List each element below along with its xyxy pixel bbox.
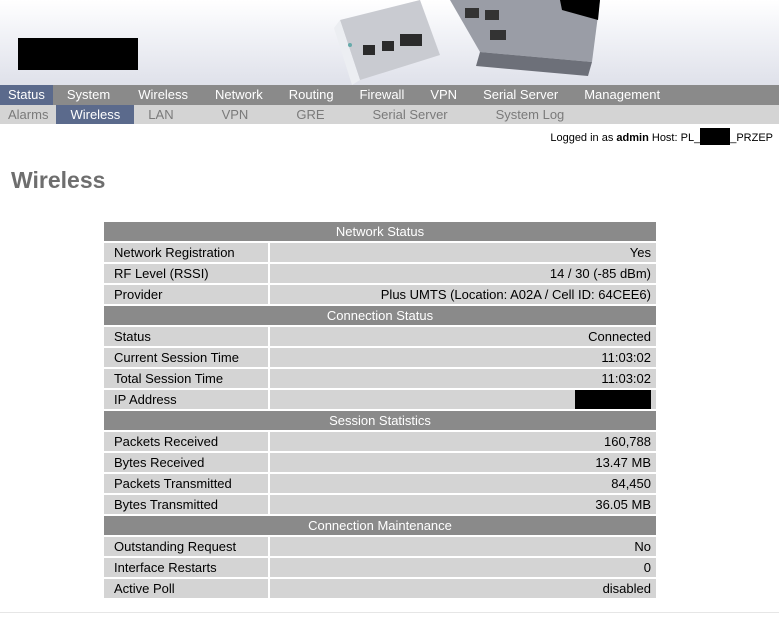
main-nav-wireless[interactable]: Wireless [138,87,189,102]
row-label: Total Session Time [104,369,270,388]
row-value: 13.47 MB [270,453,656,472]
row-value: disabled [270,579,656,598]
router-device-image [330,0,630,85]
main-nav-system[interactable]: System [66,87,111,102]
table-row [104,558,656,577]
table-row [104,390,656,409]
host-label: Host: [651,132,678,144]
footer-divider [0,612,779,613]
sub-nav-gre[interactable]: GRE [296,107,325,122]
row-label: IP Address [104,390,270,409]
main-nav-management[interactable]: Management [584,87,661,102]
table-row [104,369,656,388]
host-name-start: PL_ [680,132,701,144]
header-banner [0,0,779,85]
row-value: 0 [270,558,656,577]
table-row [104,243,656,262]
row-label: Outstanding Request [104,537,270,556]
section-header-connection-status: Connection Status [104,306,656,325]
row-label: Current Session Time [104,348,270,367]
main-nav-serial-server[interactable]: Serial Server [483,87,559,102]
wireless-status-table [104,220,656,600]
row-label: Network Registration [104,243,270,262]
row-label: Bytes Transmitted [104,495,270,514]
host-name-end: _PRZEP [730,132,773,144]
sub-nav-wireless[interactable]: Wireless [56,105,134,124]
main-nav-vpn[interactable]: VPN [430,87,458,102]
row-label: Packets Received [104,432,270,451]
table-row [104,474,656,493]
section-header-network-status: Network Status [104,222,656,241]
row-label: RF Level (RSSI) [104,264,270,283]
section-header-row [104,222,656,241]
table-row [104,264,656,283]
table-row [104,327,656,346]
sub-nav-serial-server[interactable]: Serial Server [372,107,448,122]
main-nav-network[interactable]: Network [215,87,263,102]
sub-nav [0,105,779,124]
row-value: Plus UMTS (Location: A02A / Cell ID: 64CEE6) [270,285,656,304]
table-row [104,579,656,598]
sub-nav-alarms[interactable]: Alarms [8,107,49,122]
login-info [550,128,773,145]
row-label: Bytes Received [104,453,270,472]
main-nav-routing[interactable]: Routing [288,87,334,102]
ip-address-redacted [575,390,651,409]
section-header-row [104,306,656,325]
row-value: 11:03:02 [270,369,656,388]
sub-nav-system-log[interactable]: System Log [495,107,565,122]
row-value: 14 / 30 (-85 dBm) [270,264,656,283]
login-prefix: Logged in as [550,132,614,144]
row-label: Status [104,327,270,346]
row-value: Yes [270,243,656,262]
row-label: Interface Restarts [104,558,270,577]
table-row [104,285,656,304]
page-title: Wireless [11,167,106,193]
table-row [104,453,656,472]
section-header-row [104,411,656,430]
section-header-connection-maintenance: Connection Maintenance [104,516,656,535]
table-row [104,495,656,514]
row-label: Packets Transmitted [104,474,270,493]
host-redacted [700,128,730,145]
main-nav-firewall[interactable]: Firewall [359,87,405,102]
table-row [104,432,656,451]
section-header-session-statistics: Session Statistics [104,411,656,430]
row-value-ip-address [270,390,656,409]
main-nav-status[interactable]: Status [0,85,53,105]
row-value: No [270,537,656,556]
row-label: Provider [104,285,270,304]
login-user: admin [616,132,649,144]
logo-redacted [18,38,138,70]
section-header-row [104,516,656,535]
row-label: Active Poll [104,579,270,598]
sub-nav-lan[interactable]: LAN [148,107,174,122]
row-value: Connected [270,327,656,346]
row-value: 84,450 [270,474,656,493]
main-nav [0,85,779,105]
row-value: 160,788 [270,432,656,451]
table-row [104,348,656,367]
sub-nav-vpn[interactable]: VPN [221,107,249,122]
row-value: 11:03:02 [270,348,656,367]
table-row [104,537,656,556]
row-value: 36.05 MB [270,495,656,514]
